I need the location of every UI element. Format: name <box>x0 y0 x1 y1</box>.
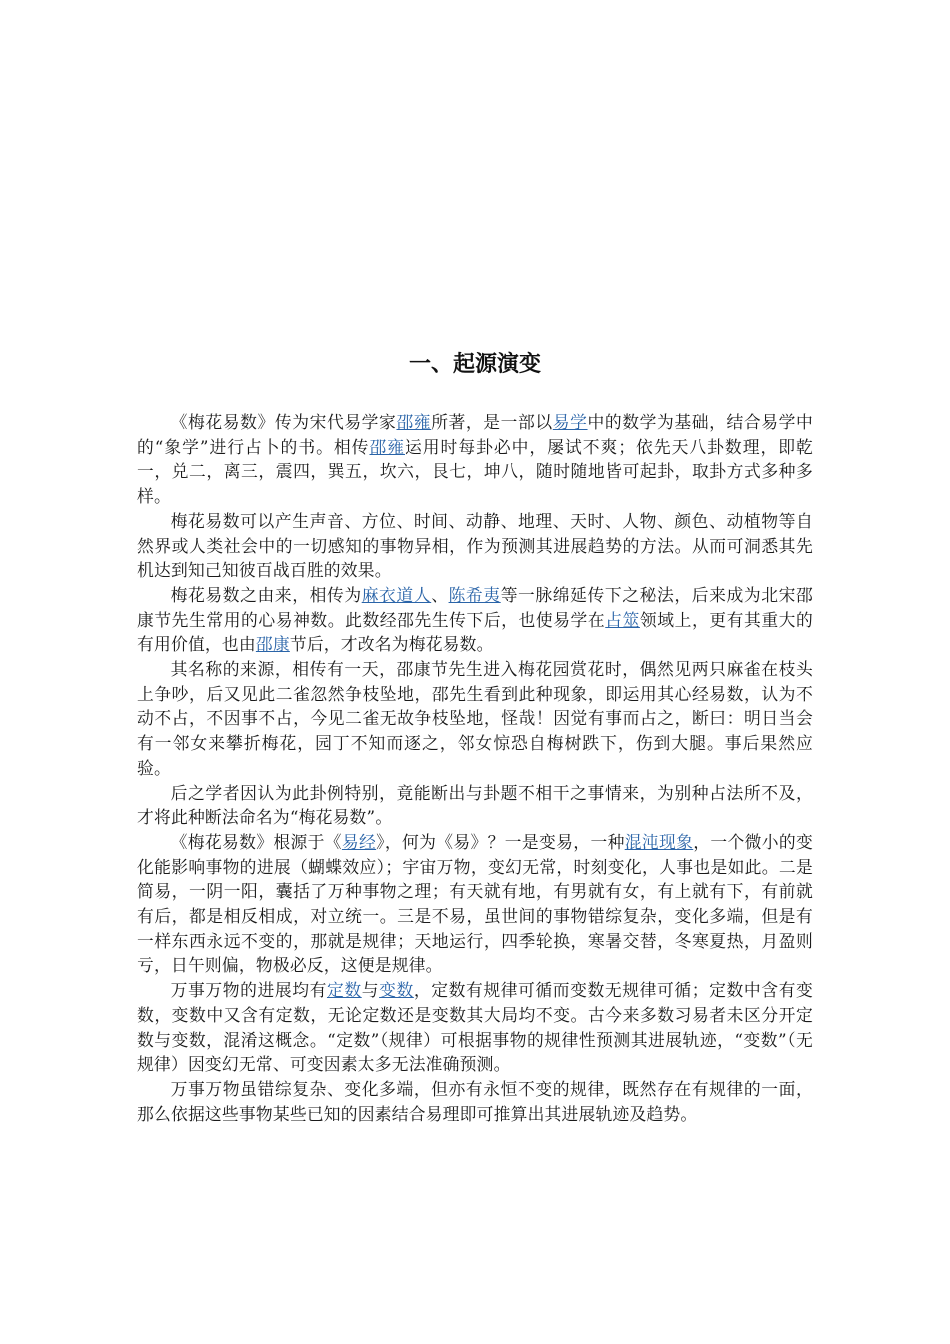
text-run: 节后，才改名为梅花易数。 <box>289 634 494 655</box>
text-run: 、 <box>431 584 449 605</box>
text-run: 万事万物虽错综复杂、变化多端，但亦有永恒不变的规律，既然存在有规律的一面，那么依据这些事物某些已知的因素结合易理即可推算出其进展轨迹及趋势。 <box>137 1078 813 1124</box>
text-run: 梅花易数可以产生声音、方位、时间、动静、地理、天时、人物、颜色、动植物等自然界或人类社会中的一切感知的事物异相，作为预测其进展趋势的方法。从而可洞悉其先机达到知己知彼百战百胜的效果。 <box>137 510 813 581</box>
paragraph <box>137 509 813 583</box>
paragraph <box>137 583 813 657</box>
hyperlink[interactable]: 定数 <box>326 980 362 1001</box>
text-run: 万事万物的进展均有 <box>170 980 327 1001</box>
text-run: 梅花易数之由来，相传为 <box>170 584 362 605</box>
text-run: 领域上，更有其重大的有用价值，也由 <box>137 609 813 655</box>
document-body <box>137 410 813 1126</box>
text-run: 运用时每卦必中，屡试不爽；依先天八卦数理，即乾一，兑二，离三，震四，巽五，坎六，艮七，坤八，随时随地皆可起卦，取卦方式多种多样。 <box>137 436 814 507</box>
text-run: 其名称的来源，相传有一天，邵康节先生进入梅花园赏花时，偶然见两只麻雀在枝头上争吵，后又见此二雀忽然争枝坠地，邵先生看到此种现象，即运用其心经易数，认为不动不占，不因事不占，今见二雀无故争枝坠地，怪哉！因觉有事而占之，断曰：明日当会有一邻女来攀折梅花，园丁不知而逐之，邻女惊恐自梅树跌下，伤到大腿。事后果然应验。 <box>137 659 813 778</box>
hyperlink[interactable]: 易经 <box>341 831 377 852</box>
text-run: 后之学者因认为此卦例特别，竟能断出与卦题不相干之事情来，为别种占法所不及，才将此种断法命名为“梅花易数”。 <box>137 782 813 828</box>
text-run: 》，何为《易》？一是变易，一种 <box>376 831 625 852</box>
text-run: 《梅花易数》根源于《 <box>170 831 342 852</box>
text-run: 所著，是一部以 <box>431 412 553 432</box>
hyperlink[interactable]: 邵康 <box>255 634 290 655</box>
text-run: 与 <box>361 980 380 1001</box>
text-run: 《梅花易数》传为宋代易学家 <box>170 412 397 432</box>
hyperlink[interactable]: 邵雍 <box>369 436 405 457</box>
text-run: 等一脉绵延传下之秘法，后来成为北宋邵康节先生常用的心易神数。此数经邵先生传下后，也使易学在 <box>137 584 813 630</box>
hyperlink[interactable]: 陈希夷 <box>448 584 501 605</box>
hyperlink[interactable]: 占筮 <box>605 609 640 630</box>
paragraph <box>137 657 813 781</box>
hyperlink[interactable]: 混沌现象 <box>624 831 694 852</box>
text-run: 中的数学为基础，结合易学中的“象学”进行占卜的书。相传 <box>137 412 813 457</box>
paragraph <box>137 830 813 978</box>
hyperlink[interactable]: 麻衣道人 <box>361 584 432 605</box>
text-run: ，定数有规律可循而变数无规律可循；定数中含有变数，变数中又含有定数，无论定数还是变数其大局均不变。古今来多数习易者未区分开定数与变数，混淆这概念。“定数”（规律）可根据事物的规律性预测其进展轨迹，“变数”（无规律）因变幻无常、可变因素太多无法准确预测。 <box>137 980 813 1075</box>
paragraph <box>137 1077 813 1126</box>
section-heading: 一、起源演变 <box>408 352 541 377</box>
hyperlink[interactable]: 易学 <box>552 412 588 432</box>
hyperlink[interactable]: 变数 <box>379 980 414 1001</box>
paragraph <box>137 978 813 1077</box>
paragraph <box>137 781 813 830</box>
paragraph <box>137 410 813 509</box>
text-run: ，一个微小的变化能影响事物的进展（蝴蝶效应）；宇宙万物，变幻无常，时刻变化，人事也是如此。二是简易，一阴一阳，囊括了万种事物之理；有天就有地，有男就有女，有上就有下，有前就有后，都是相反相成，对立统一。三是不易，虽世间的事物错综复杂，变化多端，但是有一样东西永远不变的，那就是规律；天地运行，四季轮换，寒暑交替，冬寒夏热，月盈则亏，日午则偏，物极必反，这便是规律。 <box>137 831 813 976</box>
hyperlink[interactable]: 邵雍 <box>396 412 432 432</box>
